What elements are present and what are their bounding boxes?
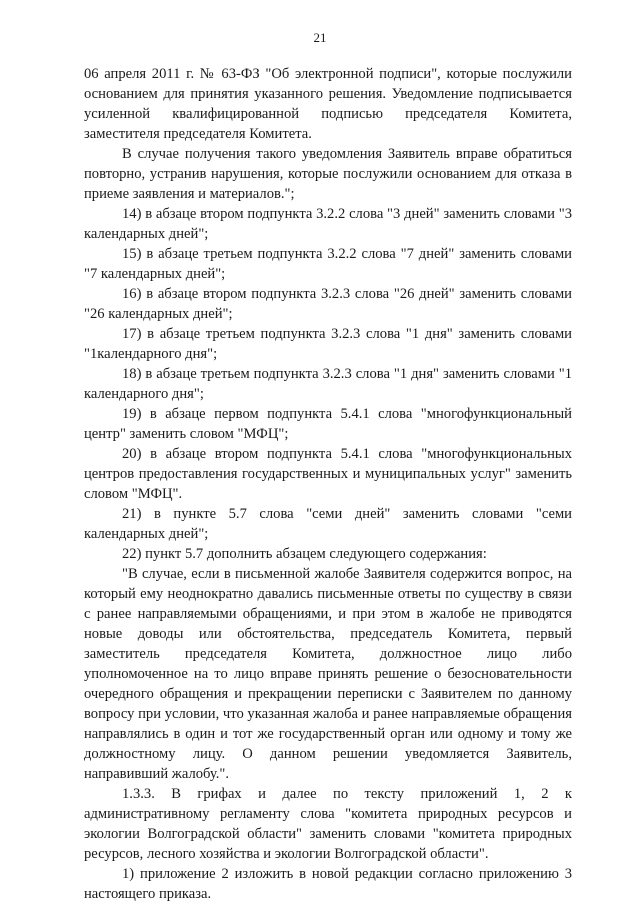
- paragraph-item-22: 22) пункт 5.7 дополнить абзацем следующего содержания:: [122, 546, 487, 562]
- paragraph-appendix-2: 1) приложение 2 изложить в новой редакции согласно приложению 3 настоящего приказа.: [84, 866, 572, 902]
- paragraph-repeat-application: В случае получения такого уведомления Заявитель вправе обратиться повторно, устранив нарушения, которые послужили основанием для отказа в приеме заявления и материалов.";: [84, 146, 572, 202]
- paragraph-continuation: 06 апреля 2011 г. № 63-ФЗ "Об электронной подписи", которые послужили основанием для принятия указанного решения. Уведомление подписывается усиленной квалифицированной подписью председателя Комитета, заместителя председателя Комитета.: [84, 66, 572, 142]
- paragraph-item-19: 19) в абзаце первом подпункта 5.4.1 слова "многофункциональный центр" заменить словом "МФЦ";: [84, 406, 572, 442]
- document-body: [84, 64, 572, 904]
- paragraph-item-14: 14) в абзаце втором подпункта 3.2.2 слова "3 дней" заменить словами "3 календарных дней";: [84, 206, 572, 242]
- paragraph-item-21: 21) в пункте 5.7 слова "семи дней" заменить словами "семи календарных дней";: [84, 506, 572, 542]
- paragraph-1-3-3: 1.3.3. В грифах и далее по тексту приложений 1, 2 к административному регламенту слова "комитета природных ресурсов и экологии Волгоградской области" заменить словами "комитета природных ресурсов, лесного хозяйства и экологии Волгоградской области".: [84, 786, 572, 862]
- paragraph-quoted-insertion: "В случае, если в письменной жалобе Заявителя содержится вопрос, на который ему неоднократно давались письменные ответы по существу в связи с ранее направляемыми обращениями, и при этом в жалобе не приводятся новые доводы или обстоятельства, председатель Комитета, первый заместитель председателя Комитета, должностное лицо либо уполномоченное на то лицо вправе принять решение о безосновательности очередного обращения и прекращении переписки с Заявителем по данному вопросу при условии, что указанная жалоба и ранее направляемые обращения направлялись в один и тот же государственный орган или одному и тому же должностному лицу. О данном решении уведомляется Заявитель, направивший жалобу.".: [84, 566, 572, 782]
- page-number: 21: [313, 30, 327, 45]
- paragraph-item-15: 15) в абзаце третьем подпункта 3.2.2 слова "7 дней" заменить словами "7 календарных дней";: [84, 246, 572, 282]
- paragraph-item-16: 16) в абзаце втором подпункта 3.2.3 слова "26 дней" заменить словами "26 календарных дней";: [84, 286, 572, 322]
- paragraph-item-17: 17) в абзаце третьем подпункта 3.2.3 слова "1 дня" заменить словами "1календарного дня";: [84, 326, 572, 362]
- paragraph-item-20: 20) в абзаце втором подпункта 5.4.1 слова "многофункциональных центров предоставления государственных и муниципальных услуг" заменить словом "МФЦ".: [84, 446, 572, 502]
- paragraph-item-18: 18) в абзаце третьем подпункта 3.2.3 слова "1 дня" заменить словами "1 календарного дня";: [84, 366, 572, 402]
